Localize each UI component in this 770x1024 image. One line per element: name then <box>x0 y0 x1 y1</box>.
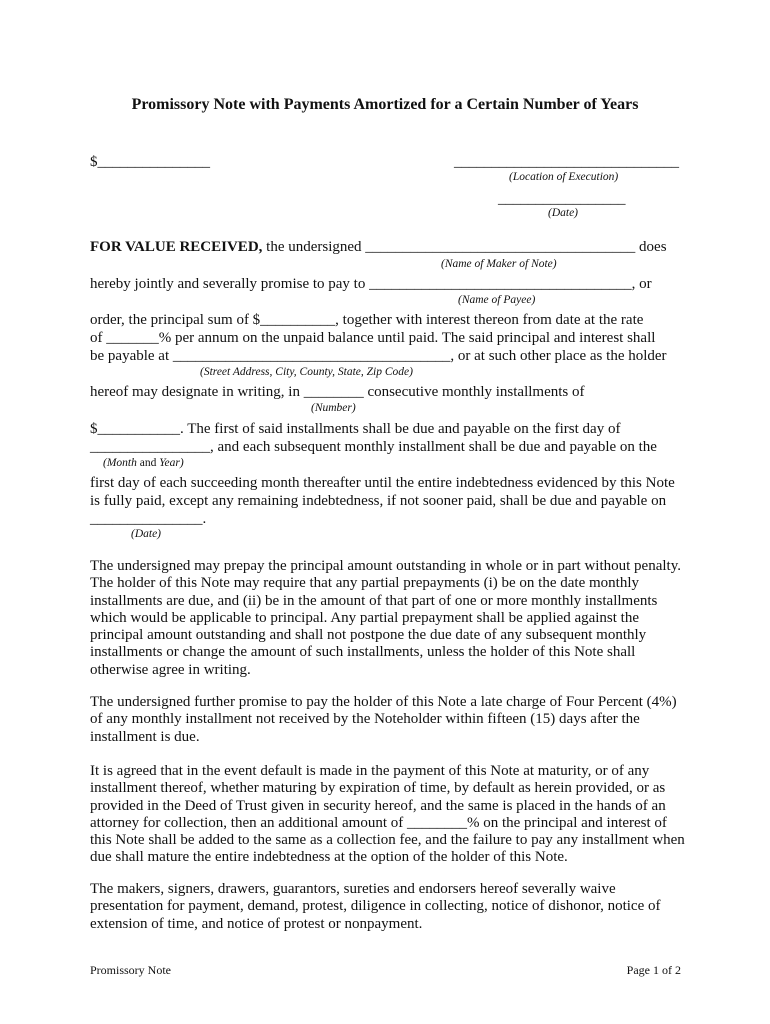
waiver-paragraph: The makers, signers, drawers, guarantors, sureties and endorsers hereof severally waive presentation for payment, demand, protest, diligence in collecting, notice of dishonor, notice of extension of time, and notice of protest or nonpayment. <box>90 881 661 932</box>
address-label: (Street Address, City, County, State, Zip Code) <box>200 366 413 378</box>
value-received-bold: FOR VALUE RECEIVED, <box>90 239 263 255</box>
date-blank: _________________ <box>498 191 626 207</box>
fully-paid-line: is fully paid, except any remaining indebtedness, if not sooner paid, shall be due and payable on <box>90 493 667 509</box>
payable-at-line: be payable at _____________________________________, or at such other place as the holder <box>90 348 667 364</box>
late-charge-paragraph: The undersigned further promise to pay the holder of this Note a late charge of Four Percent (4%) of any monthly installment not received by the Noteholder within fifteen (15) days after the installment is due. <box>90 694 677 745</box>
month-year-label: (Month and Year) <box>103 457 184 469</box>
rate-line: of _______% per annum on the unpaid balance until paid. The said principal and interest shall <box>90 330 656 346</box>
date-label: (Date) <box>548 207 579 219</box>
number-label: (Number) <box>311 402 356 414</box>
maker-label: (Name of Maker of Note) <box>441 258 557 270</box>
undersigned-text: the undersigned ____________________________________ does <box>262 239 667 255</box>
final-date-blank: _______________. <box>90 511 207 527</box>
value-received-line <box>90 238 667 256</box>
month-year-line: ________________, and each subsequent monthly installment shall be due and payable on the <box>90 439 657 455</box>
pay-to-line: hereby jointly and severally promise to pay to ___________________________________, or <box>90 276 652 292</box>
payee-label: (Name of Payee) <box>458 294 536 306</box>
final-date-label: (Date) <box>131 528 162 540</box>
principal-line: order, the principal sum of $__________, together with interest thereon from date at the rate <box>90 312 644 328</box>
succeeding-month-line: first day of each succeeding month thereafter until the entire indebtedness evidenced by this Note <box>90 475 675 491</box>
prepayment-paragraph: The undersigned may prepay the principal amount outstanding in whole or in part without penalty. The holder of this Note may require that any partial prepayments (i) be on the date monthly installments are due, and (ii) be in the amount of that part of one or more monthly installments which would be applicable to principal. Any partial prepayment shall be applied against the principal amount outstanding and shall not postpone the due date of any subsequent monthly installments or change the amount of such installments, unless the holder of this Note shall otherwise agree in writing. <box>90 558 681 678</box>
installment-amount-line: $___________. The first of said installments shall be due and payable on the first day of <box>90 421 621 437</box>
footer-title: Promissory Note <box>90 963 171 977</box>
location-blank: ______________________________ <box>454 154 679 170</box>
default-paragraph: It is agreed that in the event default is made in the payment of this Note at maturity, or of any installment thereof, whether maturing by expiration of time, by default as herein provided, or as provided in the Deed of Trust given in security hereof, and the same is placed in the hands of an attorney for collection, then an additional amount of ________% on the principal and interest of this Note shall be added to the same as a collection fee, and the failure to pay any installment when due shall mature the entire indebtedness at the option of the holder of this Note. <box>90 763 685 866</box>
installments-line: hereof may designate in writing, in ________ consecutive monthly installments of <box>90 384 585 400</box>
amount-blank: $_______________ <box>90 154 210 170</box>
page-number: Page 1 of 2 <box>626 963 681 977</box>
document-title: Promissory Note with Payments Amortized for a Certain Number of Years <box>131 96 639 113</box>
location-label: (Location of Execution) <box>509 171 619 183</box>
